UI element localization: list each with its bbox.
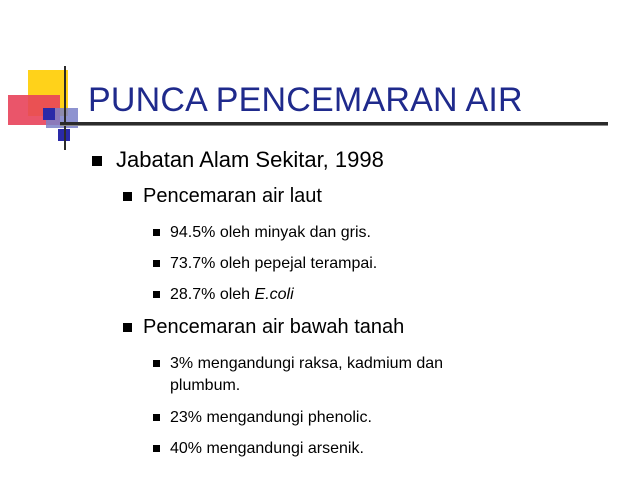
corner-decoration	[0, 0, 110, 150]
list-item-line2: plumbum.	[170, 377, 241, 394]
vertical-rule	[64, 66, 66, 150]
list-item: 40% mengandungi arsenik.	[170, 440, 364, 457]
list-item: 73.7% oleh pepejal terampai.	[170, 255, 378, 272]
bullet-square-icon	[92, 156, 102, 166]
bullet-square-icon	[123, 323, 132, 332]
list-item-line1: 3% mengandungi raksa, kadmium dan	[170, 355, 444, 372]
group-heading-sea: Pencemaran air laut	[143, 185, 322, 207]
group-heading-groundwater: Pencemaran air bawah tanah	[143, 316, 405, 338]
list-item-prefix: 28.7% oleh	[170, 286, 255, 303]
bullet-square-icon	[153, 360, 160, 367]
bullet-square-icon	[153, 229, 160, 236]
bullet-square-icon	[123, 192, 132, 201]
list-item: 23% mengandungi phenolic.	[170, 409, 372, 426]
list-item-italic: E.coli	[254, 286, 294, 303]
bullet-square-icon	[153, 445, 160, 452]
list-item	[170, 285, 294, 305]
slide-title: PUNCA PENCEMARAN AIR	[88, 81, 523, 119]
dark-blue-square-1	[43, 108, 55, 120]
bullet-square-icon	[153, 260, 160, 267]
bullet-square-icon	[153, 291, 160, 298]
bullet-square-icon	[153, 414, 160, 421]
title-underline	[60, 122, 608, 125]
list-item: 94.5% oleh minyak dan gris.	[170, 224, 371, 241]
level1-bullet-text: Jabatan Alam Sekitar, 1998	[116, 147, 384, 172]
